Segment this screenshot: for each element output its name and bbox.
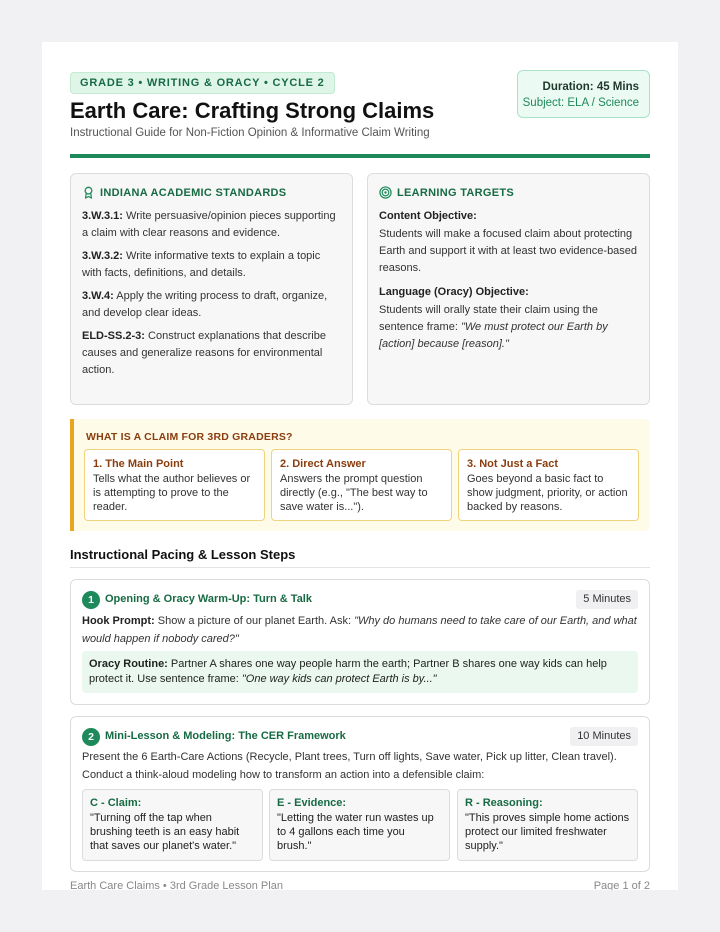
language-objective-label: Language (Oracy) Objective: — [379, 286, 529, 298]
standard-code: 3.W.3.2: — [82, 250, 123, 262]
lesson-step-1 — [70, 579, 650, 705]
standard-item — [82, 208, 341, 242]
hook-prompt — [82, 612, 638, 648]
award-ribbon-icon — [82, 186, 95, 199]
content-objective-label: Content Objective: — [379, 210, 477, 222]
section-divider — [70, 567, 650, 568]
header-divider — [70, 154, 650, 158]
learning-targets-heading-text: LEARNING TARGETS — [397, 186, 515, 199]
claim-card — [271, 449, 452, 521]
language-objective-text — [379, 302, 638, 353]
footer-page-number: Page 1 of 2 — [593, 880, 650, 890]
hook-prompt-quote: "Why do humans need to take care of our Earth, and what would happen if nobody cared?" — [82, 615, 637, 645]
step-time-badge: 10 Minutes — [570, 727, 638, 746]
oracy-routine-quote: "One way kids can protect Earth is by..." — [241, 673, 437, 685]
step-title: Mini-Lesson & Modeling: The CER Framework — [105, 730, 346, 742]
oracy-routine-box — [82, 651, 638, 693]
standard-item — [82, 248, 341, 282]
claim-definition-callout — [70, 419, 650, 531]
claim-card-text: Tells what the author believes or is attempting to prove to the reader. — [93, 473, 251, 513]
subject-text: Subject: ELA / Science — [522, 97, 639, 109]
lesson-plan-page — [42, 42, 678, 890]
standard-code: ELD-SS.2-3: — [82, 330, 145, 342]
step-number-badge: 2 — [82, 728, 100, 746]
cer-card-text: "Turning off the tap when brushing teeth is an easy habit that saves our planet's water." — [90, 812, 240, 852]
claim-card-title: 3. Not Just a Fact — [467, 458, 559, 470]
standard-code: 3.W.4: — [82, 290, 114, 302]
step-title: Opening & Oracy Warm-Up: Turn & Talk — [105, 593, 312, 605]
claim-card-text: Goes beyond a basic fact to show judgment, priority, or action backed by reasons. — [467, 473, 628, 513]
oracy-routine-text: Partner A shares one way people harm the earth; Partner B shares one way kids can help protect it. Use sentence frame: — [89, 658, 607, 685]
target-icon — [379, 186, 392, 199]
claim-card-title: 2. Direct Answer — [280, 458, 366, 470]
learning-targets-heading — [379, 186, 638, 199]
standard-text: Write informative texts to explain a topic with facts, definitions, and details. — [82, 250, 321, 279]
content-objective-text: Students will make a focused claim about protecting Earth and support it with at least two evidence-based reasons. — [379, 228, 638, 274]
standard-text: Construct explanations that describe causes and generalize reasons for environmental action. — [82, 330, 326, 376]
standard-item — [82, 328, 341, 379]
claim-card-title: 1. The Main Point — [93, 458, 184, 470]
cer-card-title: C - Claim: — [90, 797, 142, 809]
lesson-step-2 — [70, 716, 650, 872]
standards-heading-text: INDIANA ACADEMIC STANDARDS — [100, 186, 287, 199]
hook-prompt-label: Hook Prompt: — [82, 615, 155, 627]
duration-text: Duration: 45 Mins — [542, 81, 639, 93]
oracy-routine-label: Oracy Routine: — [89, 658, 168, 670]
hook-prompt-text: Show a picture of our planet Earth. Ask: — [157, 615, 355, 627]
claim-heading: WHAT IS A CLAIM FOR 3RD GRADERS? — [86, 431, 293, 443]
grade-badge: GRADE 3 • WRITING & ORACY • CYCLE 2 — [70, 72, 335, 94]
standard-item — [82, 288, 341, 322]
standard-text: Write persuasive/opinion pieces supporting a claim with clear reasons and evidence. — [82, 210, 336, 239]
lesson-meta-box — [517, 70, 650, 118]
claim-card — [458, 449, 639, 521]
cer-card-title: R - Reasoning: — [465, 797, 543, 809]
cer-card-text: "This proves simple home actions protect our limited freshwater supply." — [465, 812, 630, 852]
cer-card-evidence — [269, 789, 450, 861]
cer-card-text: "Letting the water run wastes up to 4 gallons each time you brush." — [277, 812, 434, 852]
step-number-badge: 1 — [82, 591, 100, 609]
footer-title: Earth Care Claims • 3rd Grade Lesson Plan — [70, 880, 283, 890]
mini-lesson-text: Present the 6 Earth-Care Actions (Recycle, Plant trees, Turn off lights, Save water, Pick up litter, Clean travel). Conduct a think-aloud modeling how to transform an action into a defensible claim: — [82, 751, 617, 781]
cer-card-reasoning — [457, 789, 638, 861]
pacing-section-title: Instructional Pacing & Lesson Steps — [70, 547, 296, 562]
claim-card — [84, 449, 265, 521]
cer-card-title: E - Evidence: — [277, 797, 347, 809]
standards-card — [70, 173, 353, 405]
page-subtitle: Instructional Guide for Non-Fiction Opinion & Informative Claim Writing — [70, 127, 430, 139]
language-sentence-frame: "We must protect our Earth by [action] because [reason]." — [379, 321, 608, 350]
standards-heading — [82, 186, 341, 199]
learning-targets-card — [367, 173, 650, 405]
step-time-badge: 5 Minutes — [576, 590, 638, 609]
standard-text: Apply the writing process to draft, organize, and develop clear ideas. — [82, 290, 328, 319]
page-title: Earth Care: Crafting Strong Claims — [70, 98, 435, 123]
claim-card-text: Answers the prompt question directly (e.g., "The best way to save water is..."). — [280, 473, 428, 513]
cer-card-claim — [82, 789, 263, 861]
language-objective-body: Students will orally state their claim using the sentence frame: — [379, 304, 598, 333]
standard-code: 3.W.3.1: — [82, 210, 123, 222]
